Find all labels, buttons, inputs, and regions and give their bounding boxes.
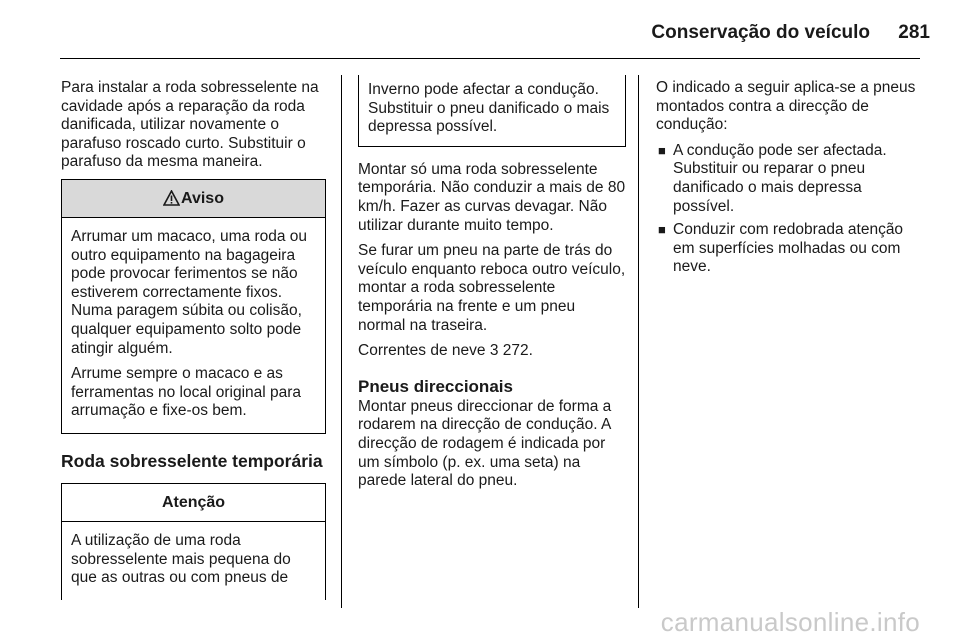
warning-title: Aviso xyxy=(181,189,224,207)
column-2 xyxy=(358,79,626,498)
column-divider-2 xyxy=(638,75,639,608)
column-divider-1 xyxy=(341,75,342,608)
warning-paragraph-1: Arrumar um macaco, uma roda ou outro equipamento na bagageira pode provocar ferimentos se não estiverem correctamente fixos. Numa paragem súbita ou colisão, qualquer equipamento solto pode atingir alguém. xyxy=(71,227,308,357)
page-reference-arrow-icon: 3 xyxy=(489,342,499,360)
snow-chains-page[interactable]: 272. xyxy=(502,342,533,360)
list-item xyxy=(656,142,922,216)
caution-box-continued-body xyxy=(359,75,625,146)
caution-box xyxy=(61,483,326,600)
intro-paragraph: Para instalar a roda sobresselente na cavidade após a reparação da roda danificada, utilizar novamente o parafuso roscado curto. Substituir o parafuso da mesma maneira. xyxy=(61,79,319,171)
section-title-directional-tyres: Pneus direccionais xyxy=(358,376,513,396)
paragraph-directional-tyres: Montar pneus direccionar de forma a rodarem na direcção de condução. A direcção de rodagem é indicada por um símbolo (p. ex. uma seta) na parede lateral do pneu. xyxy=(358,397,612,490)
snow-chains-text: Correntes de neve xyxy=(358,342,486,360)
paragraph-rear-puncture: Se furar um pneu na parte de trás do veículo enquanto reboca outro veículo, montar a roda sobresselente temporária na frente e um pneu normal na traseira. xyxy=(358,242,626,334)
snow-chains-reference xyxy=(358,342,626,361)
caution-paragraph: A utilização de uma roda sobresselente mais pequena do que as outras ou com pneus de xyxy=(71,531,291,587)
column-1 xyxy=(61,79,326,600)
square-bullet-icon: ■ xyxy=(658,142,666,158)
page-number: 281 xyxy=(898,22,930,43)
list-item-text: A condução pode ser afectada. Substituir ou reparar o pneu danificado o mais depressa possível. xyxy=(673,141,887,215)
column-3 xyxy=(656,79,922,282)
bullet-list xyxy=(656,142,922,277)
paragraph-spare-limit: Montar só uma roda sobresselente temporária. Não conduzir a mais de 80 km/h. Fazer as curvas devagar. Não utilizar durante muito tempo. xyxy=(358,160,626,234)
warning-paragraph-2: Arrume sempre o macaco e as ferramentas no local original para arrumação e fixe-os bem. xyxy=(71,365,302,420)
watermark: carmanualsonline.info xyxy=(660,607,920,637)
warning-box xyxy=(61,179,326,434)
caution-box-header: Atenção xyxy=(62,484,325,522)
header-title: Conservação do veículo xyxy=(651,22,870,43)
list-item xyxy=(656,221,922,277)
caution-box-body xyxy=(62,522,325,600)
intro-against-direction: O indicado a seguir aplica-se a pneus montados contra a direcção de condução: xyxy=(656,79,916,134)
warning-triangle-icon xyxy=(163,183,180,220)
header-rule xyxy=(60,58,920,59)
list-item-text: Conduzir com redobrada atenção em superfícies molhadas ou com neve. xyxy=(673,221,904,276)
square-bullet-icon: ■ xyxy=(658,222,666,238)
warning-box-body xyxy=(62,218,325,433)
warning-box-header xyxy=(62,180,325,218)
caution-box-continued xyxy=(358,75,626,147)
section-title-spare-wheel: Roda sobresselente temporária xyxy=(61,450,323,471)
caution-continued-paragraph: Inverno pode afectar a condução. Substituir o pneu danificado o mais depressa possível. xyxy=(368,81,610,136)
